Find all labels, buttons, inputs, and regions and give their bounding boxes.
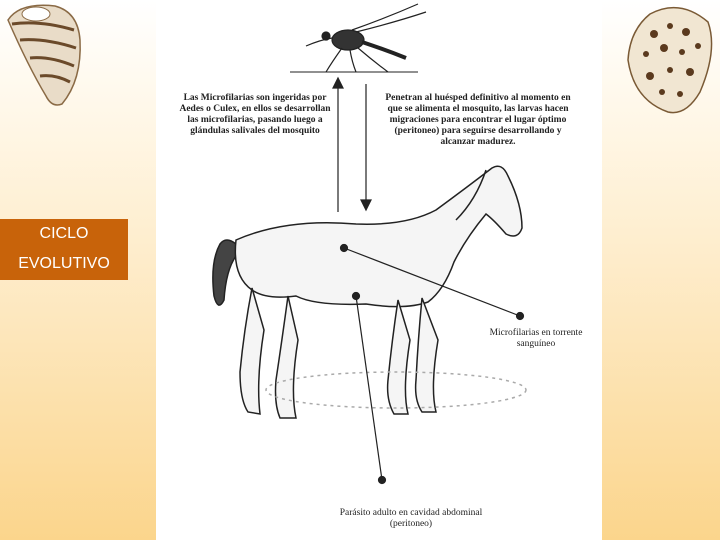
penetration-text: Penetran al huésped definitivo al momento en que se alimenta el mosquito, las larvas hacen migraciones para encontrar el lugar óptimo (peritoneo) para seguirse desarrollando y alcanzar madurez. [385,93,571,147]
cone-shell-icon [620,0,720,120]
blood-microfilariae-label: Microfilarias en torrente sanguíneo [489,328,583,349]
badge-line-2: EVOLUTIVO [18,255,110,272]
ingestion-text: Las Microfilarias son ingeridas por Aedes o Culex, en ellos se desarrollan las microfilarias, pasando luego a glándulas salivales del mosquito [179,93,331,136]
adult-parasite-label: Parásito adulto en cavidad abdominal (peritoneo) [339,508,483,529]
snail-shell-icon [0,0,90,110]
diagram-drawing [156,0,602,540]
life-cycle-diagram [156,0,602,540]
badge-line-1: CICLO [39,225,89,242]
mosquito-icon [290,4,426,72]
arrows [333,78,371,212]
cycle-title-badge [0,219,128,280]
